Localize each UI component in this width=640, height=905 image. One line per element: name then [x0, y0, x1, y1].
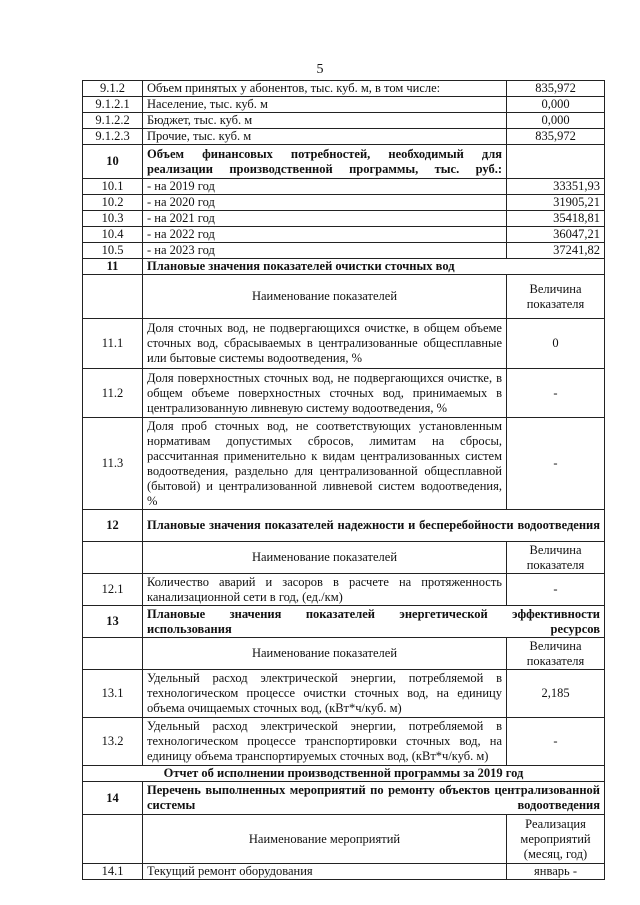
page-number: 5	[316, 62, 324, 77]
row-value: -	[507, 574, 605, 606]
section-title: Перечень выполненных мероприятий по ремонту объектов централизованной системы водоотведения	[143, 782, 605, 815]
table-row	[83, 418, 605, 510]
row-value: 835,972	[507, 129, 605, 145]
row-value: -	[507, 718, 605, 766]
table-row	[83, 195, 605, 211]
row-number: 10.3	[83, 211, 143, 227]
row-number: 11.1	[83, 319, 143, 369]
row-number: 9.1.2.3	[83, 129, 143, 145]
table-row	[83, 81, 605, 97]
section-number: 10	[83, 145, 143, 179]
row-value: 36047,21	[507, 227, 605, 243]
section-header-10	[83, 145, 605, 179]
table-row	[83, 864, 605, 880]
row-text: Удельный расход электрической энергии, потребляемой в технологическом процессе транспортировки сточных вод, на единицу объема транспортируемых сточных вод, (кВт*ч/куб. м)	[143, 718, 507, 766]
row-number: 13.2	[83, 718, 143, 766]
table-row	[83, 243, 605, 259]
row-text: Объем принятых у абонентов, тыс. куб. м, в том числе:	[143, 81, 507, 97]
row-number: 12.1	[83, 574, 143, 606]
row-text: Население, тыс. куб. м	[143, 97, 507, 113]
section-header-13	[83, 606, 605, 638]
production-program-table	[82, 80, 605, 880]
row-text: Доля сточных вод, не подвергающихся очистке, в общем объеме сточных вод, сбрасываемых в централизованные общесплавные или бытовые системы водоотведения, %	[143, 319, 507, 369]
table-row	[83, 129, 605, 145]
empty-cell	[83, 815, 143, 864]
column-header-name: Наименование показателей	[143, 638, 507, 670]
section-number: 13	[83, 606, 143, 638]
column-header-value: Величина показателя	[507, 542, 605, 574]
row-text: - на 2022 год	[143, 227, 507, 243]
empty-cell	[507, 145, 605, 179]
row-text: - на 2019 год	[143, 179, 507, 195]
section-header-12	[83, 510, 605, 542]
row-text: Доля поверхностных сточных вод, не подвергающихся очистке, в общем объеме поверхностных сточных вод, принимаемых в централизованную ливневую систему водоотведения, %	[143, 369, 507, 418]
row-number: 9.1.2.2	[83, 113, 143, 129]
section-title: Объем финансовых потребностей, необходимый для реализации производственной программы, тыс. руб.:	[143, 145, 507, 179]
row-value: 0	[507, 319, 605, 369]
row-text: Прочие, тыс. куб. м	[143, 129, 507, 145]
row-value: 33351,93	[507, 179, 605, 195]
empty-cell	[83, 275, 143, 319]
row-value: январь -	[507, 864, 605, 880]
empty-cell	[83, 542, 143, 574]
table-row	[83, 113, 605, 129]
table-row	[83, 97, 605, 113]
row-value: -	[507, 369, 605, 418]
column-header-row	[83, 275, 605, 319]
column-header-name: Наименование показателей	[143, 542, 507, 574]
section-title: Плановые значения показателей надежности и бесперебойности водоотведения	[143, 510, 605, 542]
section-title: Плановые значения показателей энергетической эффективности использования ресурсов	[143, 606, 605, 638]
row-text: - на 2020 год	[143, 195, 507, 211]
row-text: Доля проб сточных вод, не соответствующих установленным нормативам допустимых сбросов, лимитам на сбросы, рассчитанная применительно к видам централизованных систем водоотведения, раздельно для централизованной общесплавной (бытовой) и централизованной ливневой систем водоотведения, %	[143, 418, 507, 510]
table-row	[83, 718, 605, 766]
row-number: 10.4	[83, 227, 143, 243]
report-header-row	[83, 766, 605, 782]
row-value: 0,000	[507, 113, 605, 129]
row-value: 0,000	[507, 97, 605, 113]
row-text: Бюджет, тыс. куб. м	[143, 113, 507, 129]
row-number: 13.1	[83, 670, 143, 718]
section-title: Плановые значения показателей очистки сточных вод	[143, 259, 605, 275]
row-value: 37241,82	[507, 243, 605, 259]
report-title: Отчет об исполнении производственной программы за 2019 год	[83, 766, 605, 782]
table-row	[83, 227, 605, 243]
row-number: 10.2	[83, 195, 143, 211]
row-value: -	[507, 418, 605, 510]
column-header-value: Величина показателя	[507, 275, 605, 319]
row-value: 2,185	[507, 670, 605, 718]
row-number: 10.5	[83, 243, 143, 259]
row-text: Текущий ремонт оборудования	[143, 864, 507, 880]
table-row	[83, 211, 605, 227]
column-header-row	[83, 542, 605, 574]
column-header-name: Наименование показателей	[143, 275, 507, 319]
section-header-11	[83, 259, 605, 275]
column-header-row	[83, 815, 605, 864]
column-header-value: Реализация мероприятий (месяц, год)	[507, 815, 605, 864]
empty-cell	[83, 638, 143, 670]
row-value: 31905,21	[507, 195, 605, 211]
row-value: 35418,81	[507, 211, 605, 227]
table-row	[83, 670, 605, 718]
column-header-value: Величина показателя	[507, 638, 605, 670]
row-number: 14.1	[83, 864, 143, 880]
row-number: 9.1.2	[83, 81, 143, 97]
table-row	[83, 574, 605, 606]
section-number: 11	[83, 259, 143, 275]
section-header-14	[83, 782, 605, 815]
column-header-name: Наименование мероприятий	[143, 815, 507, 864]
row-number: 11.2	[83, 369, 143, 418]
section-number: 12	[83, 510, 143, 542]
row-text: Количество аварий и засоров в расчете на протяженность канализационной сети в год, (ед./км)	[143, 574, 507, 606]
section-number: 14	[83, 782, 143, 815]
row-value: 835,972	[507, 81, 605, 97]
row-text: - на 2021 год	[143, 211, 507, 227]
table-row	[83, 319, 605, 369]
table-row	[83, 179, 605, 195]
row-text: Удельный расход электрической энергии, потребляемой в технологическом процессе очистки сточных вод, на единицу объема очищаемых сточных вод, (кВт*ч/куб. м)	[143, 670, 507, 718]
column-header-row	[83, 638, 605, 670]
table-row	[83, 369, 605, 418]
row-text: - на 2023 год	[143, 243, 507, 259]
row-number: 9.1.2.1	[83, 97, 143, 113]
row-number: 11.3	[83, 418, 143, 510]
row-number: 10.1	[83, 179, 143, 195]
